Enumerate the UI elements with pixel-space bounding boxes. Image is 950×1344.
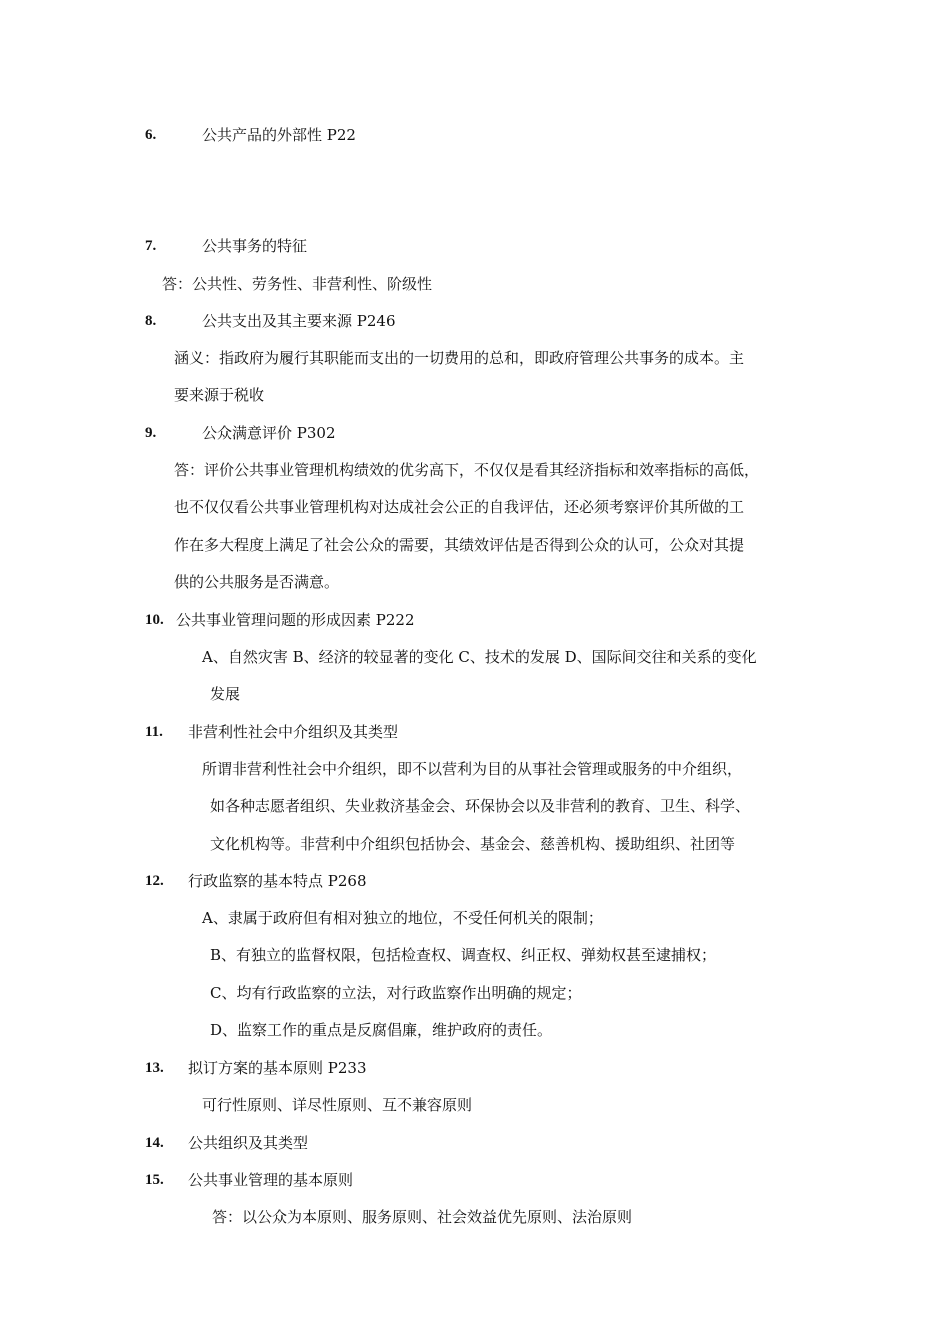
answer-line: 可行性原则、详尽性原则、互不兼容原则 [202, 1096, 473, 1114]
item-title: 公共事务的特征 [202, 237, 308, 255]
item-title: 非营利性社会中介组织及其类型 [188, 723, 399, 741]
item-number: 11. [145, 724, 163, 740]
item-number: 6. [145, 127, 157, 143]
answer-line: A、自然灾害 B、经济的较显著的变化 C、技术的发展 D、国际间交往和关系的变化 [202, 648, 757, 666]
item-title: 行政监察的基本特点 P268 [188, 872, 367, 890]
item-title: 公共组织及其类型 [188, 1134, 309, 1152]
answer-line: B、有独立的监督权限，包括检查权、调查权、纠正权、弹劾权甚至逮捕权； [210, 946, 717, 964]
answer-line: 也不仅仅看公共事业管理机构对达成社会公正的自我评估，还必须考察评价其所做的工 [174, 498, 745, 516]
item-number: 8. [145, 313, 157, 329]
answer-line: 要来源于税收 [174, 386, 265, 404]
answer-line: A、隶属于政府但有相对独立的地位，不受任何机关的限制； [202, 909, 603, 927]
item-number: 10. [145, 612, 164, 628]
answer-line: 如各种志愿者组织、失业救济基金会、环保协会以及非营利的教育、卫生、科学、 [210, 797, 751, 815]
answer-line: D、监察工作的重点是反腐倡廉，维护政府的责任。 [210, 1021, 553, 1039]
answer-line: 供的公共服务是否满意。 [174, 573, 340, 591]
answer-line: 涵义：指政府为履行其职能而支出的一切费用的总和，即政府管理公共事务的成本。主 [174, 349, 745, 367]
item-number: 9. [145, 425, 157, 441]
answer-line: 文化机构等。非营利中介组织包括协会、基金会、慈善机构、援助组织、社团等 [210, 835, 736, 853]
answer-line: C、均有行政监察的立法，对行政监察作出明确的规定； [210, 984, 582, 1002]
item-number: 14. [145, 1135, 164, 1151]
answer-line: 作在多大程度上满足了社会公众的需要，其绩效评估是否得到公众的认可，公众对其提 [174, 536, 745, 554]
item-title: 公共支出及其主要来源 P246 [202, 312, 396, 330]
item-title: 公共产品的外部性 P22 [202, 126, 356, 144]
item-title: 拟订方案的基本原则 P233 [188, 1059, 367, 1077]
answer-line: 答：公共性、劳务性、非营利性、阶级性 [162, 275, 433, 293]
answer-line: 答：以公众为本原则、服务原则、社会效益优先原则、法治原则 [212, 1208, 633, 1226]
item-title: 公共事业管理的基本原则 [188, 1171, 354, 1189]
answer-line: 答：评价公共事业管理机构绩效的优劣高下，不仅仅是看其经济指标和效率指标的高低， [174, 461, 760, 479]
item-number: 12. [145, 873, 164, 889]
answer-line: 发展 [210, 685, 241, 703]
item-title: 公共事业管理问题的形成因素 P222 [176, 611, 415, 629]
item-number: 13. [145, 1060, 164, 1076]
item-title: 公众满意评价 P302 [202, 424, 336, 442]
answer-line: 所谓非营利性社会中介组织，即不以营利为目的从事社会管理或服务的中介组织， [202, 760, 743, 778]
item-number: 15. [145, 1172, 164, 1188]
item-number: 7. [145, 238, 157, 254]
